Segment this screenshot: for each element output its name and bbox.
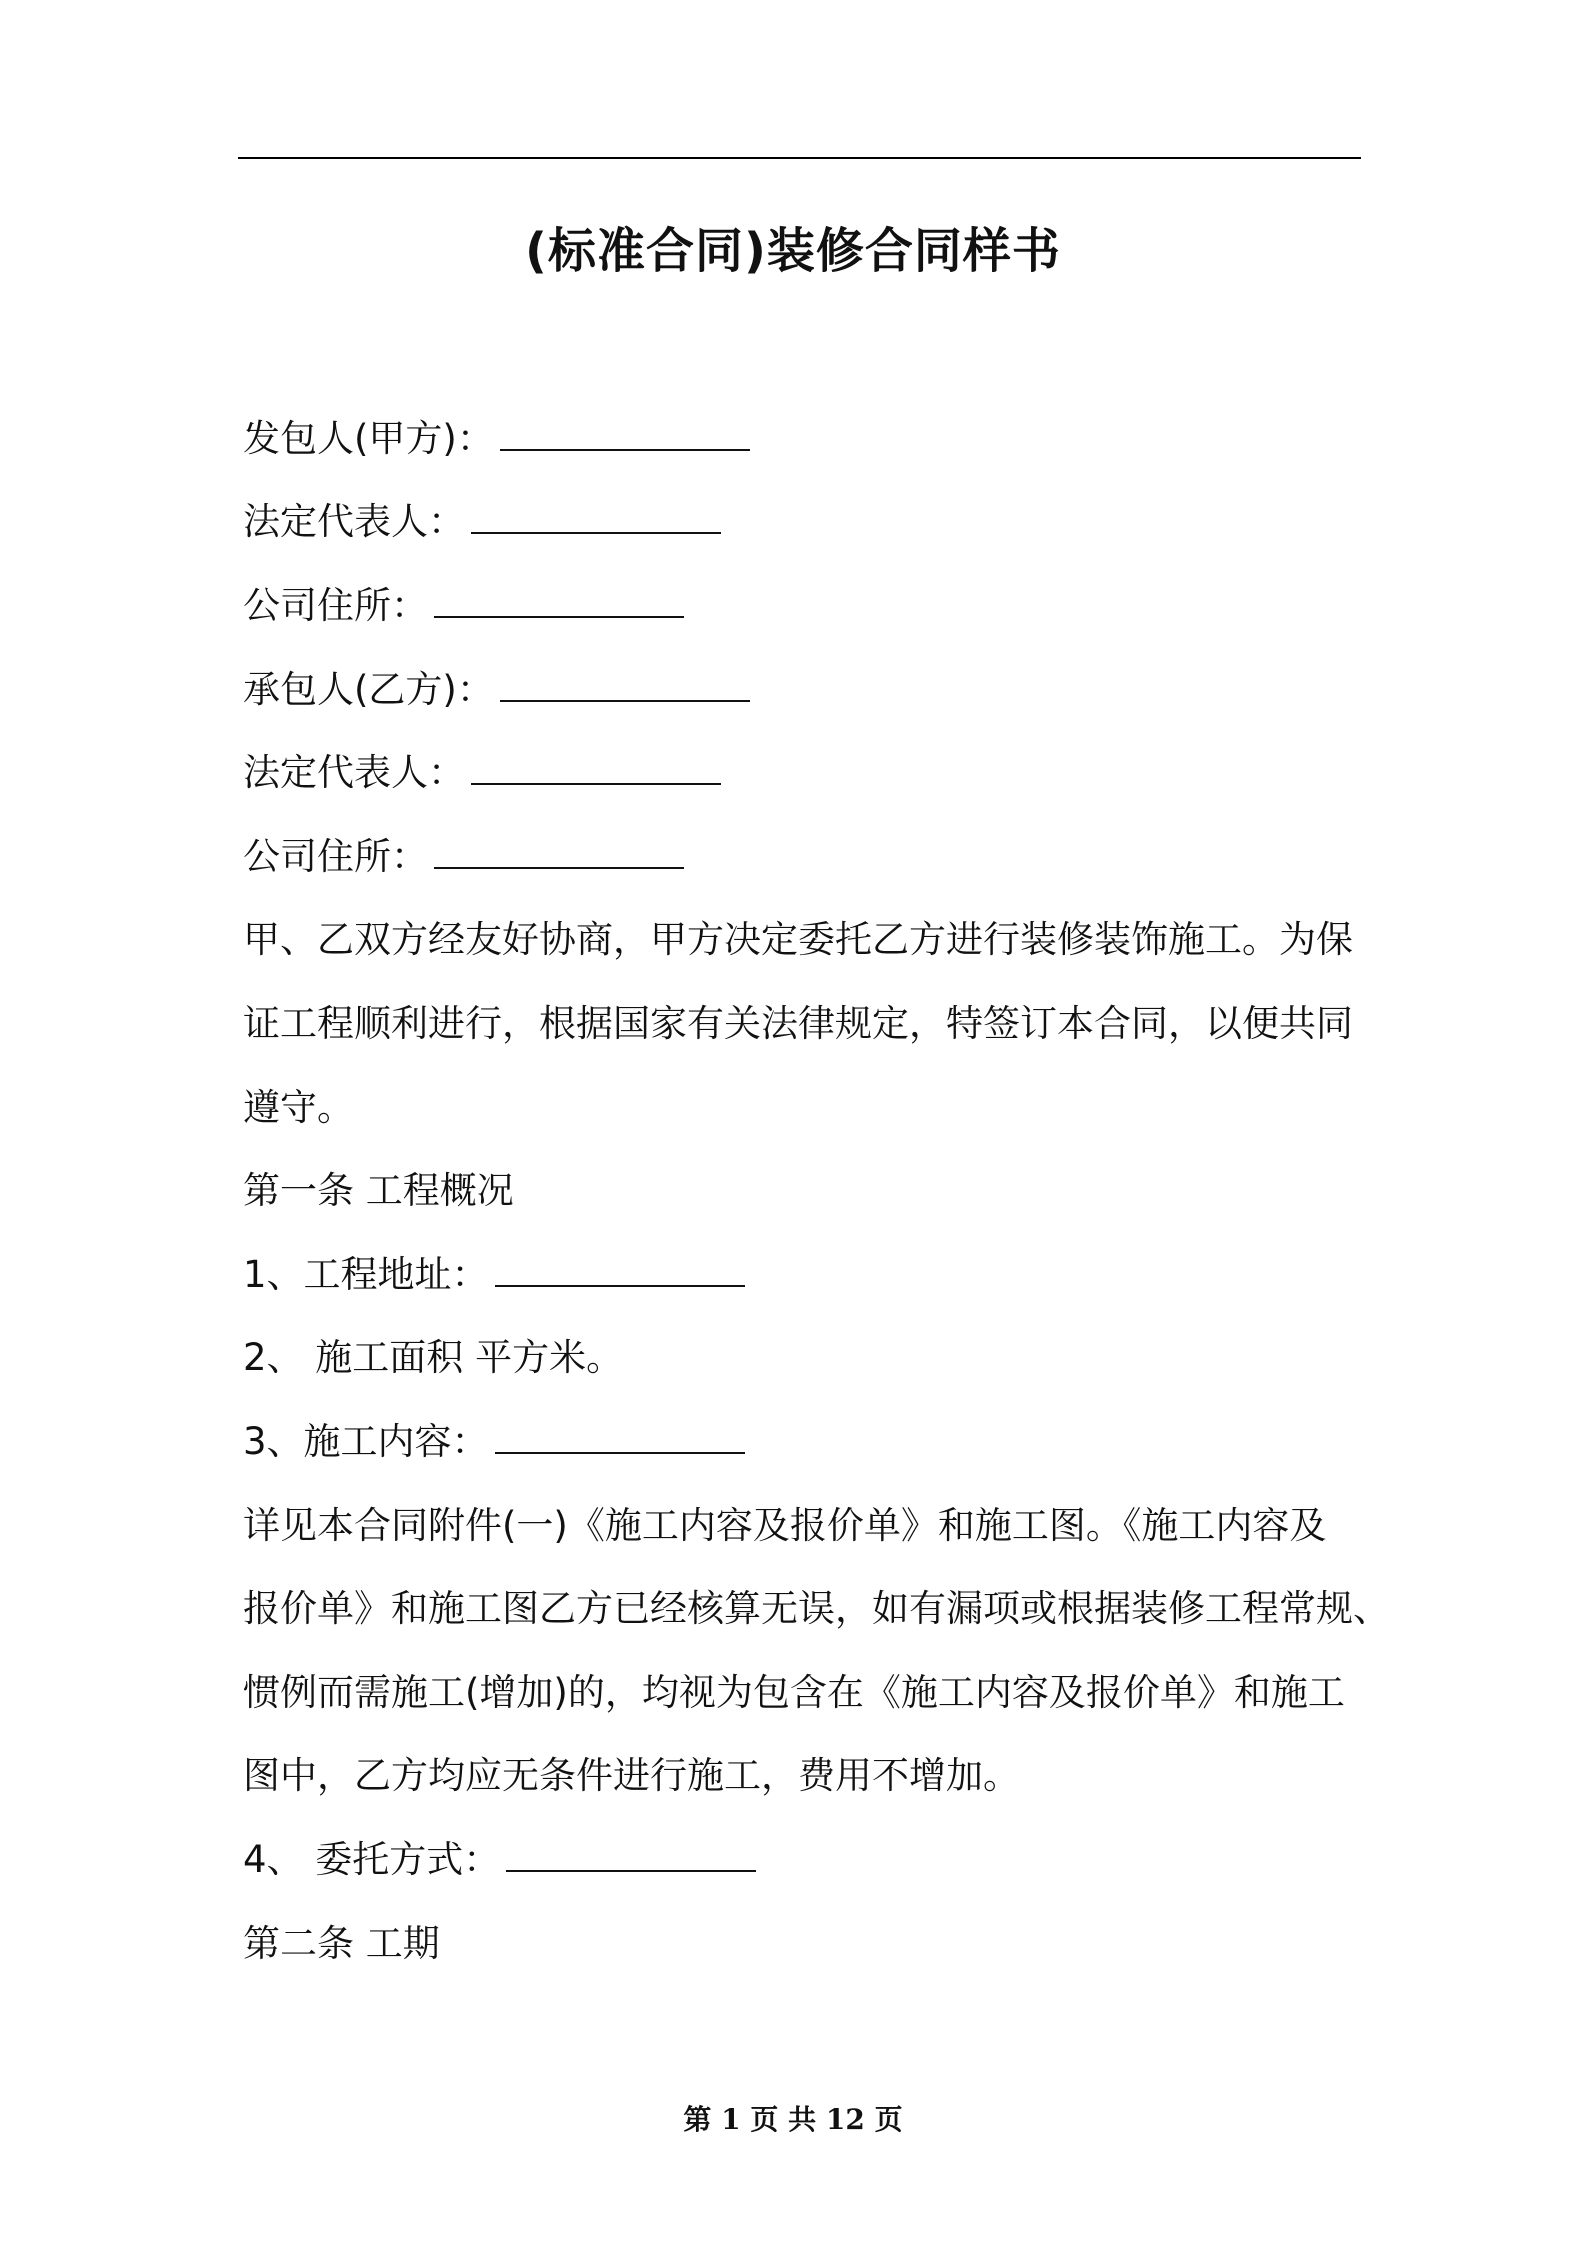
- commission-method-blank: [506, 1840, 756, 1872]
- party-a-line: [243, 415, 750, 463]
- details-paragraph-line-2: 报价单》和施工图乙方已经核算无误，如有漏项或根据装修工程常规、: [243, 1587, 1390, 1630]
- intro-paragraph-line-1: 甲、乙双方经友好协商，甲方决定委托乙方进行装修装饰施工。为保: [243, 918, 1353, 961]
- project-address-label: 1、工程地址：: [243, 1253, 489, 1296]
- commission-method-line: [243, 1836, 756, 1884]
- party-b-line: [243, 666, 750, 714]
- party-a-address-label: 公司住所：: [243, 584, 428, 627]
- project-address-blank: [495, 1255, 745, 1287]
- party-a-address-line: [243, 582, 684, 630]
- article-1-heading: 第一条 工程概况: [243, 1169, 514, 1212]
- party-b-address-label: 公司住所：: [243, 835, 428, 878]
- party-b-rep-label: 法定代表人：: [243, 751, 465, 794]
- commission-method-label: 4、 委托方式：: [243, 1838, 501, 1881]
- party-b-blank: [500, 670, 750, 702]
- party-b-label: 承包人(乙方)：: [243, 668, 494, 711]
- details-paragraph-line-3: 惯例而需施工(增加)的，均视为包含在《施工内容及报价单》和施工: [243, 1671, 1345, 1714]
- project-address-line: [243, 1251, 745, 1299]
- details-paragraph-line-4: 图中，乙方均应无条件进行施工，费用不增加。: [243, 1754, 1020, 1797]
- construction-content-line: [243, 1418, 745, 1466]
- page-number: 第 1 页 共 12 页: [683, 2103, 903, 2136]
- article-2-heading: 第二条 工期: [243, 1922, 440, 1965]
- party-b-rep-blank: [471, 753, 721, 785]
- party-a-rep-blank: [471, 502, 721, 534]
- intro-paragraph-line-2: 证工程顺利进行，根据国家有关法律规定，特签订本合同，以便共同: [243, 1002, 1353, 1045]
- header-rule: [238, 157, 1361, 159]
- party-a-address-blank: [434, 586, 684, 618]
- party-a-label: 发包人(甲方)：: [243, 417, 494, 460]
- party-a-rep-line: [243, 498, 721, 546]
- details-paragraph-line-1: 详见本合同附件(一)《施工内容及报价单》和施工图。《施工内容及: [243, 1504, 1327, 1547]
- party-b-address-blank: [434, 837, 684, 869]
- party-a-rep-label: 法定代表人：: [243, 500, 465, 543]
- party-b-address-line: [243, 833, 684, 881]
- document-title: (标准合同)装修合同样书: [525, 223, 1061, 279]
- party-a-blank: [500, 419, 750, 451]
- party-b-rep-line: [243, 749, 721, 797]
- construction-content-blank: [495, 1422, 745, 1454]
- construction-area-line: 2、 施工面积 平方米。: [243, 1336, 624, 1379]
- construction-content-label: 3、施工内容：: [243, 1420, 489, 1463]
- intro-paragraph-line-3: 遵守。: [243, 1086, 354, 1129]
